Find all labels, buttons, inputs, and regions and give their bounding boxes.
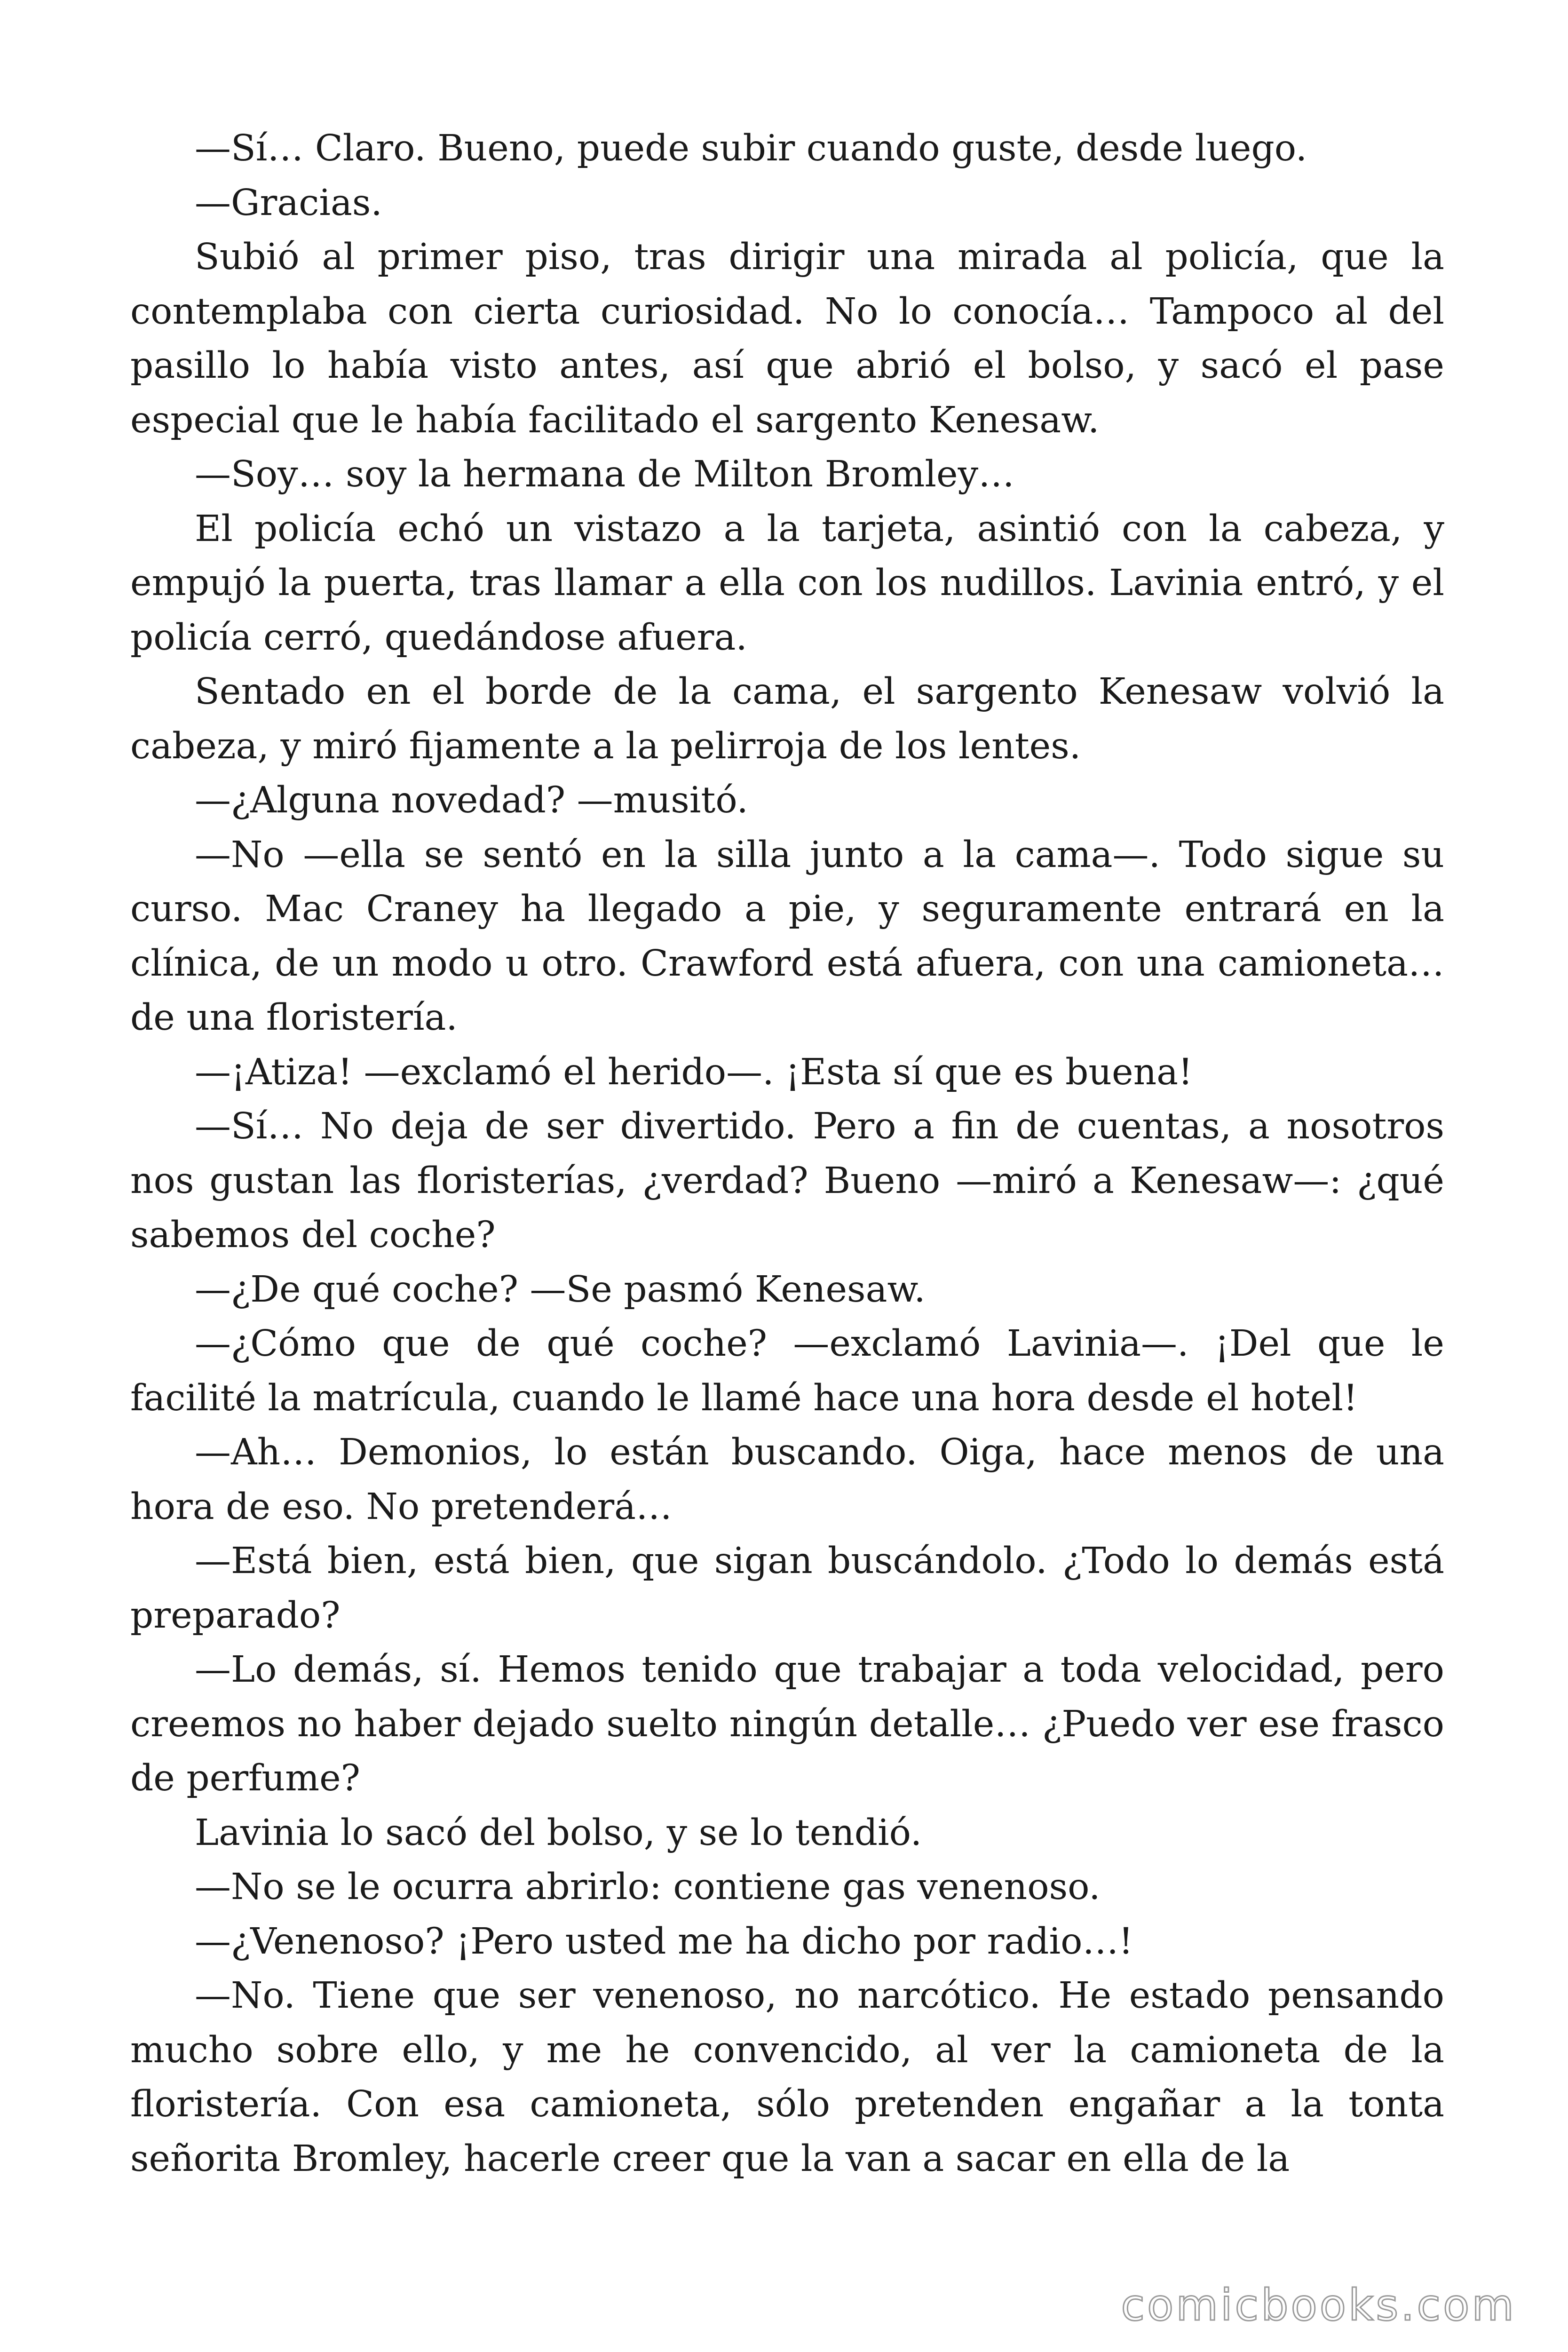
- paragraph: —No se le ocurra abrirlo: contiene gas venenoso.: [195, 1866, 1101, 1908]
- paragraph: Lavinia lo sacó del bolso, y se lo tendió.: [195, 1812, 922, 1854]
- paragraph: —¡Atiza! —exclamó el herido—. ¡Esta sí que es buena!: [195, 1051, 1193, 1093]
- paragraph: Sentado en el borde de la cama, el sargento Kenesaw volvió la cabeza, y miró fijamente a la pelirroja de los lentes.: [130, 671, 1444, 767]
- paragraph: —¿Venenoso? ¡Pero usted me ha dicho por radio…!: [195, 1920, 1133, 1963]
- paragraph: —Soy… soy la hermana de Milton Bromley…: [195, 453, 1015, 495]
- paragraph: —¿De qué coche? —Se pasmó Kenesaw.: [195, 1268, 926, 1311]
- paragraph: —Ah… Demonios, lo están buscando. Oiga, hace menos de una hora de eso. No pretenderá…: [130, 1431, 1444, 1528]
- paragraph: —No. Tiene que ser venenoso, no narcótico. He estado pensando mucho sobre ello, y me he convencido, al ver la camioneta de la floristería. Con esa camioneta, sólo pretenden engañar a la tonta señorita Bromley, hacerle creer que la van a sacar en ella de la: [130, 1975, 1444, 2180]
- paragraph: —No —ella se sentó en la silla junto a la cama—. Todo sigue su curso. Mac Craney ha llegado a pie, y seguramente entrará en la clínica, de un modo u otro. Crawford está afuera, con una camioneta… de una floristería.: [130, 834, 1444, 1039]
- paragraph: —Gracias.: [195, 182, 382, 224]
- watermark: comicbooks.com: [1121, 2280, 1516, 2330]
- paragraph: El policía echó un vistazo a la tarjeta, asintió con la cabeza, y empujó la puerta, tras llamar a ella con los nudillos. Lavinia entró, y el policía cerró, quedándose afuera.: [130, 508, 1444, 659]
- paragraph: —¿Alguna novedad? —musitó.: [195, 779, 748, 821]
- paragraph: —Sí… Claro. Bueno, puede subir cuando guste, desde luego.: [195, 127, 1307, 169]
- body-text: [130, 121, 1444, 2186]
- paragraph: —Está bien, está bien, que sigan buscándolo. ¿Todo lo demás está preparado?: [130, 1540, 1444, 1637]
- paragraph: —Lo demás, sí. Hemos tenido que trabajar a toda velocidad, pero creemos no haber dejado suelto ningún detalle… ¿Puedo ver ese frasco de perfume?: [130, 1649, 1444, 1799]
- paragraph: —Sí… No deja de ser divertido. Pero a fin de cuentas, a nosotros nos gustan las floristerías, ¿verdad? Bueno —miró a Kenesaw—: ¿qué sabemos del coche?: [130, 1105, 1444, 1256]
- paragraph: Subió al primer piso, tras dirigir una mirada al policía, que la contemplaba con cierta curiosidad. No lo conocía… Tampoco al del pasillo lo había visto antes, así que abrió el bolso, y sacó el pase especial que le había facilitado el sargento Kenesaw.: [130, 236, 1444, 441]
- paragraph: —¿Cómo que de qué coche? —exclamó Lavinia—. ¡Del que le facilité la matrícula, cuando le llamé hace una hora desde el hotel!: [130, 1323, 1444, 1419]
